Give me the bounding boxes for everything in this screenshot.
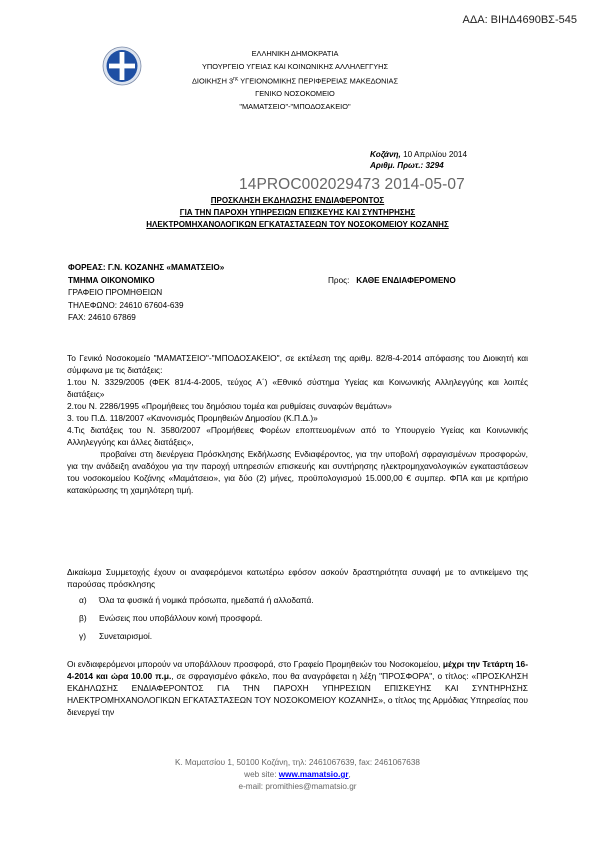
footer-address: Κ. Μαματσίου 1, 50100 Κοζάνη, τηλ: 2461067639, fax: 2461067638 <box>175 758 420 767</box>
header-line: ΥΠΟΥΡΓΕΙΟ ΥΓΕΙΑΣ ΚΑΙ ΚΟΙΝΩΝΙΚΗΣ ΑΛΛΗΛΕΓΓΥΗΣ <box>201 62 389 71</box>
title-line: ΠΡΟΣΚΛΗΣΗ ΕΚΔΗΛΩΣΗΣ ΕΝΔΙΑΦΕΡΟΝΤΟΣ <box>210 196 385 205</box>
recipient <box>328 276 456 285</box>
recipient-label: Προς: <box>328 276 350 285</box>
sender-block <box>68 262 224 325</box>
date-value: 10 Απριλίου 2014 <box>400 150 468 159</box>
body-item-4: 4.Τις διατάξεις του Ν. 3580/2007 «Προμήθειες Φορέων εποπτευομένων από το Υπουργείο Υγείας και Κοινωνικής Αλληλεγγύης και άλλες διατάξεις», <box>67 425 528 447</box>
sender-office: ΓΡΑΦΕΙΟ ΠΡΟΜΗΘΕΙΩΝ <box>68 288 163 297</box>
body-intro: Το Γενικό Νοσοκομείο "ΜΑΜΑΤΣΕΙΟ"-"ΜΠΟΔΟΣΑΚΕΙΟ", σε εκτέλεση της αριθμ. 82/8-4-2014 απόφασης του Διοικητή και σύμφωνα με τις διατάξεις: <box>67 353 528 375</box>
body-final: Οι ενδιαφερόμενοι μπορούν να υποβάλλουν προσφορά, στο Γραφείο Προμηθειών του Νοσοκομείου, μέχρι την Τετάρτη 16-4-2014 και ώρα 10.00 π.μ., σε σφραγισμένο φάκελο, που θα αναγράφεται η λέξη "ΠΡΟΣΦΟΡΑ", ο τίτλος: «ΠΡΟΣΚΛΗΣΗ ΕΚΔΗΛΩΣΗΣ ΕΝΔΙΑΦΕΡΟΝΤΟΣ ΓΙΑ ΤΗΝ ΠΑΡΟΧΗ ΥΠΗΡΕΣΙΩΝ ΕΠΙΣΚΕΥΗΣ ΚΑΙ ΣΥΝΤΗΡΗΣΗΣ ΗΛΕΚΤΡΟΜΗΧΑΝΟΛΟΓΙΚΩΝ ΕΓΚΑΤΑΣΤΑΣΕΩΝ ΤΟΥ ΝΟΣΟΚΟΜΕΙΟΥ ΚΟΖΑΝΗΣ», ο τίτλος της Αρμόδιας Υπηρεσίας που διενεργεί την <box>67 659 529 717</box>
body-item-2: 2.του Ν. 2286/1995 «Προμήθειες του δημόσιου τομέα και ρυθμίσεις συναφών θεμάτων» <box>67 401 392 411</box>
date-block <box>370 149 467 171</box>
letterhead <box>150 47 440 113</box>
sender-fax: FAX: 24610 67869 <box>68 313 136 322</box>
header-line: ΕΛΛΗΝΙΚΗ ΔΗΜΟΚΡΑΤΙΑ <box>251 49 339 58</box>
website-link[interactable]: www.mamatsio.gr <box>278 770 349 779</box>
proc-id-stamp: 14PROC002029473 2014-05-07 <box>239 176 465 193</box>
body-main <box>67 352 528 496</box>
footer-web: web site: www.mamatsio.gr, <box>244 770 351 779</box>
body-item-3: 3. του Π.Δ. 118/2007 «Κανονισμός Προμηθειών Δημοσίου (Κ.Π.Δ.)» <box>67 413 318 423</box>
list-item: γ) Συνεταιρισμοί. <box>79 631 153 641</box>
date-city: Κοζάνη, <box>370 150 401 159</box>
ada-code: ΑΔΑ: ΒΙΗΔ4690ΒΣ-545 <box>462 14 577 26</box>
sender-phone: ΤΗΛΕΦΩΝΟ: 24610 67604-639 <box>68 300 184 310</box>
recipient-value: ΚΑΘΕ ΕΝΔΙΑΦΕΡΟΜΕΝΟ <box>356 276 456 285</box>
sender-department: ΤΜΗΜΑ ΟΙΚΟΝΟΜΙΚΟ <box>68 275 155 285</box>
title-line: ΗΛΕΚΤΡΟΜΗΧΑΝΟΛΟΓΙΚΩΝ ΕΓΚΑΤΑΣΤΑΣΕΩΝ ΤΟΥ ΝΟΣΟΚΟΜΕΙΟΥ ΚΟΖΑΝΗΣ <box>146 220 449 229</box>
greek-emblem-icon <box>102 46 142 86</box>
list-item: β) Ενώσεις που υποβάλλουν κοινή προσφορά. <box>79 613 263 623</box>
document-title <box>60 195 535 231</box>
header-line: ΓΕΝΙΚΟ ΝΟΣΟΚΟΜΕΙΟ <box>255 89 335 99</box>
protocol-number: Αριθμ. Πρωτ.: 3294 <box>370 161 444 170</box>
eligibility-list <box>79 591 314 645</box>
footer <box>0 757 595 793</box>
body-item-1: 1.του Ν. 3329/2005 (ΦΕΚ 81/4-4-2005, τεύχος Α΄) «Εθνικό σύστημα Υγείας και Κοινωνικής Αλληλεγγύης και λοιπές διατάξεις» <box>67 377 528 399</box>
list-item: α) Όλα τα φυσικά ή νομικά πρόσωπα, ημεδαπά ή αλλοδαπά. <box>79 595 314 605</box>
header-line: ΔΙΟΙΚΗΣΗ $3^{\eta\varsigma}$ ΥΓΕΙΟΝΟΜΙΚΗΣ ΠΕΡΙΦΕΡΕΙΑΣ ΜΑΚΕΔΟΝΙΑΣ <box>191 76 399 86</box>
deadline: μέχρι την Τετάρτη 16-4-2014 και ώρα 10.00 π.μ. <box>67 659 529 681</box>
body-proceeds: προβαίνει στη διενέργεια Πρόσκλησης Εκδήλωσης Ενδιαφέροντος, για την υποβολή σφραγισμένων προσφορών, για την ανάδειξη αναδόχου για την παροχή υπηρεσιών επισκευής και συντήρησης ηλεκτρομηχανολογικών εγκαταστάσεων του νοσοκομείου Κοζάνης «Μαμάτσειο», για δύο (2) μήνες, προϋπολογισμού 15.000,00 € συμπερ. ΦΠΑ και με κριτήριο κατακύρωσης τη χαμηλότερη τιμή. <box>67 449 528 495</box>
footer-email: e-mail: promithies@mamatsio.gr <box>238 782 357 791</box>
body-eligibility: Δικαίωμα Συμμετοχής έχουν οι αναφερόμενοι κατωτέρω εφόσον ασκούν δραστηριότητα συναφή με το αντικείμενο της παρούσας πρόσκλησης <box>67 567 528 589</box>
header-line: "ΜΑΜΑΤΣΕΙΟ"-"ΜΠΟΔΟΣΑΚΕΙΟ" <box>239 102 351 112</box>
title-line: ΓΙΑ ΤΗΝ ΠΑΡΟΧΗ ΥΠΗΡΕΣΙΩΝ ΕΠΙΣΚΕΥΗΣ ΚΑΙ ΣΥΝΤΗΡΗΣΗΣ <box>179 208 416 217</box>
sender-foreas: ΦΟΡΕΑΣ: Γ.Ν. ΚΟΖΑΝΗΣ «ΜΑΜΑΤΣΕΙΟ» <box>68 263 225 272</box>
